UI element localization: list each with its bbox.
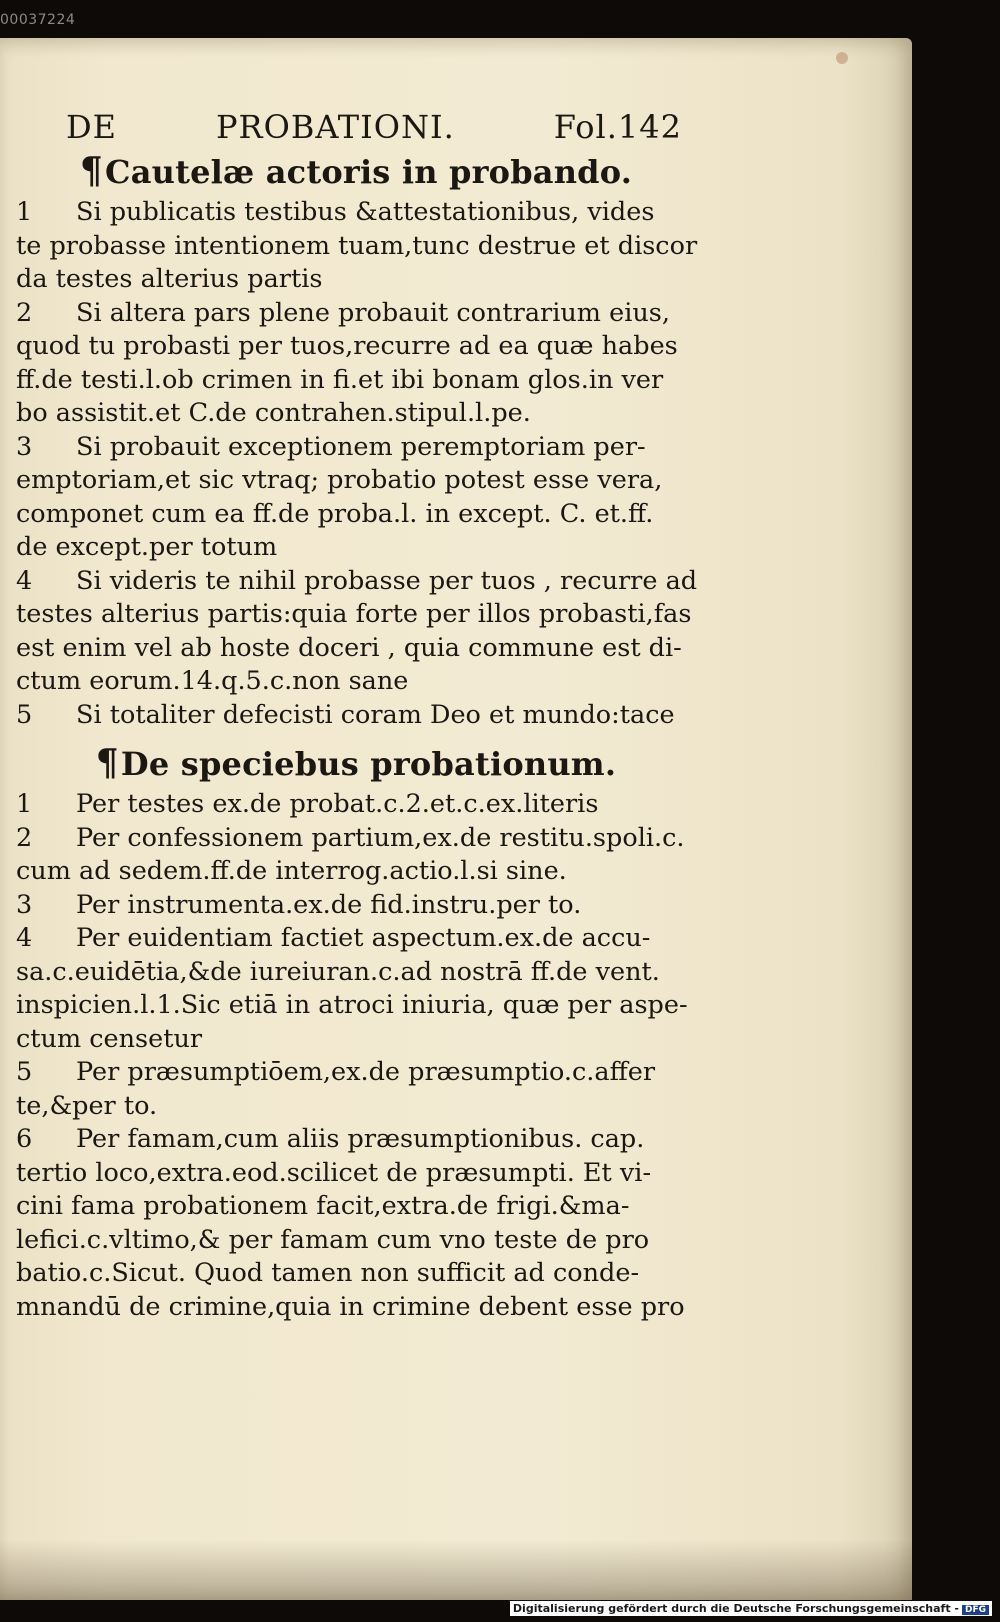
item-text: Si probauit exceptionem peremptoriam per- [76,431,646,462]
item-first-line [16,431,696,465]
item-text: Si publicatis testibus &attestationibus, vides [76,197,655,227]
list-item [16,889,696,923]
item-continuation-line: lefici.c.vltimo,& per famam cum vno teste de pro [16,1224,650,1255]
item-first-line [16,699,696,733]
item-continuation-line: te probasse intentionem tuam,tunc destrue et discor [16,230,698,261]
item-text: Si altera pars plene probauit contrarium eius, [76,297,670,328]
item-continuation-line: inspicien.l.1.Sic etiā in atroci iniuria, quæ per aspe- [16,990,688,1020]
item-continuation-line: da testes alterius partis [16,264,323,294]
item-number: 3 [16,889,33,920]
scan-id-label: 00037224 [0,12,76,28]
item-continuation-line: componet cum ea ff.de proba.l. in except. C. et.ff. [16,498,654,529]
item-number: 4 [16,923,33,953]
section-cautelae [16,196,696,732]
folio-number: Fol.142 [553,108,682,146]
item-continuation-line: te,&per to. [16,1090,158,1121]
footer-credit-text: Digitalisierung gefördert durch die Deutsche Forschungsgemeinschaft - [512,1602,959,1615]
page-text [16,108,696,1324]
item-text: Si videris te nihil probasse per tuos , recurre ad [76,565,698,596]
item-continuation-line: ff.de testi.l.ob crimen in fi.et ibi bonam glos.in ver [16,364,664,395]
section-title-species: ¶De speciebus probationum. [95,742,617,784]
item-continuation-line: quod tu probasti per tuos,recurre ad ea quæ habes [16,331,678,361]
item-continuation-line: bo assistit.et C.de contrahen.stipul.l.pe. [16,398,531,428]
list-item [16,699,696,733]
item-first-line [16,196,696,230]
item-number: 2 [16,297,33,328]
item-text: Per confessionem partium,ex.de restitu.spoli.c. [76,822,685,853]
item-continuation-line: testes alterius partis:quia forte per illos probasti,fas [16,599,692,629]
item-continuation-line: de except.per totum [16,532,278,562]
item-number: 2 [16,822,33,853]
section-title-cautelae: ¶Cautelæ actoris in probando. [79,150,633,192]
item-text: Per euidentiam factiet aspectum.ex.de accu- [76,923,651,953]
list-item [16,922,696,1056]
running-head-left: DE [66,108,118,146]
item-text: Per testes ex.de probat.c.2.et.c.ex.literis [76,789,599,819]
item-first-line [16,922,696,956]
running-head-center: PROBATIONI. [216,108,455,146]
list-item [16,297,696,431]
item-continuation-line: tertio loco,extra.eod.scilicet de præsumpti. Et vi- [16,1157,652,1188]
list-item [16,822,696,889]
item-continuation-line: ctum censetur [16,1023,203,1054]
item-continuation-line: mnandū de crimine,quia in crimine debent esse pro [16,1291,685,1322]
list-item [16,788,696,822]
item-continuation-line: ctum eorum.14.q.5.c.non sane [16,666,409,696]
pilcrow-icon: ¶ [95,742,119,784]
book-page [0,38,912,1600]
item-continuation-line: cini fama probationem facit,extra.de frigi.&ma- [16,1191,630,1221]
item-text: Per præsumptiōem,ex.de præsumptio.c.affer [76,1057,656,1087]
item-number: 4 [16,565,33,596]
item-number: 1 [16,197,33,227]
list-item [16,1056,696,1123]
item-continuation-line: cum ad sedem.ff.de interrog.actio.l.si sine. [16,856,567,886]
item-first-line [16,1123,696,1157]
list-item [16,196,696,297]
item-continuation-line: emptoriam,et sic vtraq; probatio potest esse vera, [16,465,663,495]
item-first-line [16,1056,696,1090]
list-item [16,431,696,565]
running-head [16,108,696,146]
pilcrow-icon: ¶ [79,150,104,192]
item-number: 5 [16,1057,33,1087]
list-item [16,565,696,699]
dfg-logo-icon: DFG [962,1605,989,1615]
item-number: 3 [16,431,33,462]
item-number: 1 [16,789,33,819]
item-text: Per instrumenta.ex.de fid.instru.per to. [76,889,582,920]
item-continuation-line: est enim vel ab hoste doceri , quia commune est di- [16,632,682,663]
section-species [16,788,696,1324]
item-first-line [16,297,696,331]
item-first-line [16,889,696,923]
item-continuation-line: sa.c.euidētia,&de iureiuran.c.ad nostrā ff.de vent. [16,956,660,987]
item-number: 5 [16,699,33,730]
item-number: 6 [16,1124,33,1154]
item-first-line [16,822,696,856]
item-first-line [16,565,696,599]
footer-credit [510,1601,992,1616]
item-text: Per famam,cum aliis præsumptionibus. cap. [76,1124,645,1154]
item-continuation-line: batio.c.Sicut. Quod tamen non sufficit ad conde- [16,1258,640,1288]
list-item [16,1123,696,1324]
item-first-line [16,788,696,822]
item-text: Si totaliter defecisti coram Deo et mundo:tace [76,699,675,730]
stain-mark [836,52,848,64]
